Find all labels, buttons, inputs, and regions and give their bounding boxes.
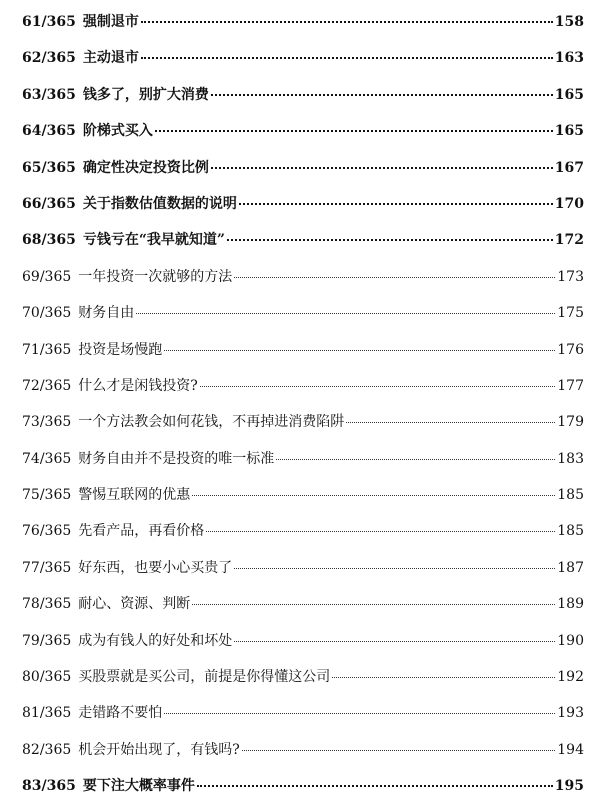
toc-entry[interactable] <box>22 695 584 731</box>
entry-page-number: 183 <box>557 450 584 467</box>
dot-leader <box>276 459 555 460</box>
entry-title: 财务自由 <box>78 305 135 322</box>
toc-entry[interactable] <box>22 295 584 331</box>
entry-page-number: 189 <box>557 596 584 613</box>
entry-title: 成为有钱人的好处和坏处 <box>78 632 233 649</box>
entry-page-number: 163 <box>554 50 584 67</box>
dot-leader <box>234 277 555 278</box>
dot-leader <box>211 94 553 96</box>
entry-page-number: 158 <box>554 14 584 30</box>
toc-entry[interactable] <box>22 332 584 368</box>
entry-page-number: 176 <box>557 341 584 358</box>
entry-page-number: 172 <box>554 232 584 249</box>
entry-number: 74/365 <box>22 450 72 467</box>
dot-leader <box>211 167 553 169</box>
entry-number: 63/365 <box>22 86 76 103</box>
entry-title: 一年投资一次就够的方法 <box>78 268 233 285</box>
entry-title: 耐心、资源、判断 <box>78 596 191 613</box>
entry-number: 77/365 <box>22 559 72 576</box>
entry-page-number: 194 <box>557 741 584 758</box>
toc-entry[interactable] <box>22 368 584 404</box>
toc-entry[interactable] <box>22 477 584 513</box>
entry-page-number: 167 <box>554 159 584 176</box>
entry-title: 先看产品，再看价格 <box>78 523 205 540</box>
entry-title: 好东西，也要小心买贵了 <box>78 559 233 576</box>
entry-page-number: 177 <box>557 377 584 394</box>
dot-leader <box>155 130 553 132</box>
entry-title: 主动退市 <box>82 50 139 67</box>
toc-entry[interactable] <box>22 732 584 768</box>
entry-number: 80/365 <box>22 669 72 686</box>
entry-title: 阶梯式买入 <box>82 123 153 140</box>
entry-page-number: 190 <box>557 632 584 649</box>
entry-number: 81/365 <box>22 705 72 722</box>
entry-number: 83/365 <box>22 778 76 795</box>
entry-number: 68/365 <box>22 232 76 249</box>
entry-number: 65/365 <box>22 159 76 176</box>
entry-number: 73/365 <box>22 414 72 431</box>
entry-page-number: 165 <box>554 123 584 140</box>
entry-title: 一个方法教会如何花钱，不再掉进消费陷阱 <box>78 414 345 431</box>
entry-number: 71/365 <box>22 341 72 358</box>
dot-leader <box>164 713 555 714</box>
toc-entry[interactable] <box>22 513 584 549</box>
entry-number: 70/365 <box>22 305 72 322</box>
dot-leader <box>206 531 555 532</box>
dot-leader <box>200 386 555 387</box>
entry-page-number: 193 <box>557 705 584 722</box>
entry-title: 什么才是闲钱投资? <box>78 377 198 394</box>
dot-leader <box>227 239 553 241</box>
dot-leader <box>141 21 553 23</box>
dot-leader <box>239 203 553 205</box>
entry-number: 76/365 <box>22 523 72 540</box>
toc-entry[interactable] <box>22 441 584 477</box>
entry-page-number: 192 <box>557 669 584 686</box>
toc-entry[interactable] <box>22 659 584 695</box>
entry-page-number: 170 <box>554 195 584 212</box>
entry-title: 走错路不要怕 <box>78 705 163 722</box>
entry-page-number: 175 <box>557 305 584 322</box>
entry-number: 62/365 <box>22 50 76 67</box>
entry-page-number: 179 <box>557 414 584 431</box>
entry-number: 69/365 <box>22 268 72 285</box>
dot-leader <box>164 350 555 351</box>
dot-leader <box>242 750 555 751</box>
entry-number: 66/365 <box>22 195 76 212</box>
table-of-contents <box>22 4 584 805</box>
toc-entry[interactable] <box>22 150 584 186</box>
entry-title: 亏钱亏在“我早就知道” <box>82 232 225 249</box>
toc-entry[interactable] <box>22 404 584 440</box>
entry-title: 财务自由并不是投资的唯一标准 <box>78 450 275 467</box>
toc-entry[interactable] <box>22 768 584 804</box>
dot-leader <box>332 677 555 678</box>
entry-title: 确定性决定投资比例 <box>82 159 209 176</box>
entry-title: 买股票就是买公司，前提是你得懂这公司 <box>78 669 331 686</box>
entry-page-number: 187 <box>557 559 584 576</box>
dot-leader <box>346 422 555 423</box>
toc-entry[interactable] <box>22 259 584 295</box>
entry-page-number: 195 <box>554 778 584 795</box>
toc-entry[interactable] <box>22 222 584 258</box>
entry-title: 警惕互联网的优惠 <box>78 487 191 504</box>
toc-entry[interactable] <box>22 4 584 40</box>
entry-number: 82/365 <box>22 741 72 758</box>
entry-number: 72/365 <box>22 377 72 394</box>
dot-leader <box>136 313 555 314</box>
toc-entry[interactable] <box>22 77 584 113</box>
dot-leader <box>234 568 555 569</box>
toc-entry[interactable] <box>22 186 584 222</box>
entry-page-number: 165 <box>554 86 584 103</box>
toc-entry[interactable] <box>22 623 584 659</box>
entry-number: 79/365 <box>22 632 72 649</box>
entry-number: 78/365 <box>22 596 72 613</box>
entry-title: 关于指数估值数据的说明 <box>82 195 237 212</box>
toc-entry[interactable] <box>22 586 584 622</box>
entry-page-number: 185 <box>557 487 584 504</box>
dot-leader <box>234 641 555 642</box>
entry-title: 钱多了，别扩大消费 <box>82 86 209 103</box>
dot-leader <box>192 495 555 496</box>
toc-entry[interactable] <box>22 40 584 76</box>
entry-number: 61/365 <box>22 14 76 30</box>
entry-title: 要下注大概率事件 <box>82 778 195 795</box>
dot-leader <box>197 785 553 787</box>
entry-title: 投资是场慢跑 <box>78 341 163 358</box>
entry-title: 机会开始出现了，有钱吗? <box>78 741 240 758</box>
dot-leader <box>192 604 555 605</box>
entry-page-number: 185 <box>557 523 584 540</box>
entry-page-number: 173 <box>557 268 584 285</box>
entry-title: 强制退市 <box>82 14 139 30</box>
toc-entry[interactable] <box>22 550 584 586</box>
entry-number: 64/365 <box>22 123 76 140</box>
dot-leader <box>141 57 553 59</box>
entry-number: 75/365 <box>22 487 72 504</box>
toc-entry[interactable] <box>22 113 584 149</box>
